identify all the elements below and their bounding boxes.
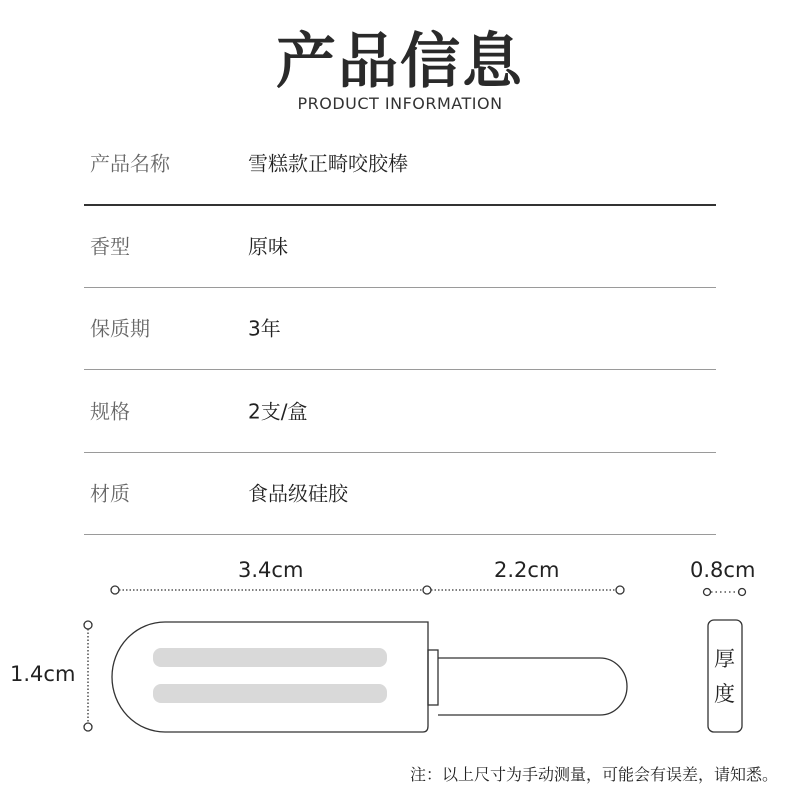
popsicle-head-outline (112, 622, 428, 732)
dim-point (111, 586, 119, 594)
popsicle-notch (428, 650, 438, 705)
dim-point (84, 621, 92, 629)
spec-value: 2支/盒 (248, 399, 308, 424)
handle-length-label: 2.2cm (494, 558, 560, 582)
popsicle-stick-outline (438, 658, 627, 715)
spec-label: 保质期 (90, 316, 150, 341)
spec-value: 3年 (248, 316, 281, 341)
spec-value: 原味 (248, 234, 288, 259)
head-length-label: 3.4cm (238, 558, 304, 582)
spec-value: 雪糕款正畸咬胶棒 (248, 151, 408, 176)
thickness-char: 厚 (714, 647, 735, 671)
width-label: 1.4cm (10, 662, 76, 686)
thickness-char: 度 (714, 682, 735, 706)
page-subtitle: PRODUCT INFORMATION (297, 94, 503, 113)
spec-value: 食品级硅胶 (248, 481, 348, 506)
thickness-box (708, 620, 742, 732)
groove-bar (153, 648, 387, 667)
spec-label: 香型 (90, 234, 130, 259)
spec-label: 材质 (90, 481, 130, 506)
dim-point (423, 586, 431, 594)
dim-point (704, 589, 711, 596)
measurement-note: 注：以上尺寸为手动测量，可能会有误差，请知悉。 (409, 765, 778, 784)
dim-point (84, 723, 92, 731)
dim-point (616, 586, 624, 594)
page-title: 产品信息 (276, 27, 524, 97)
spec-label: 产品名称 (90, 151, 170, 176)
groove-bar (153, 684, 387, 703)
thickness-value-label: 0.8cm (690, 558, 756, 582)
spec-label: 规格 (90, 399, 130, 424)
dim-point (739, 589, 746, 596)
